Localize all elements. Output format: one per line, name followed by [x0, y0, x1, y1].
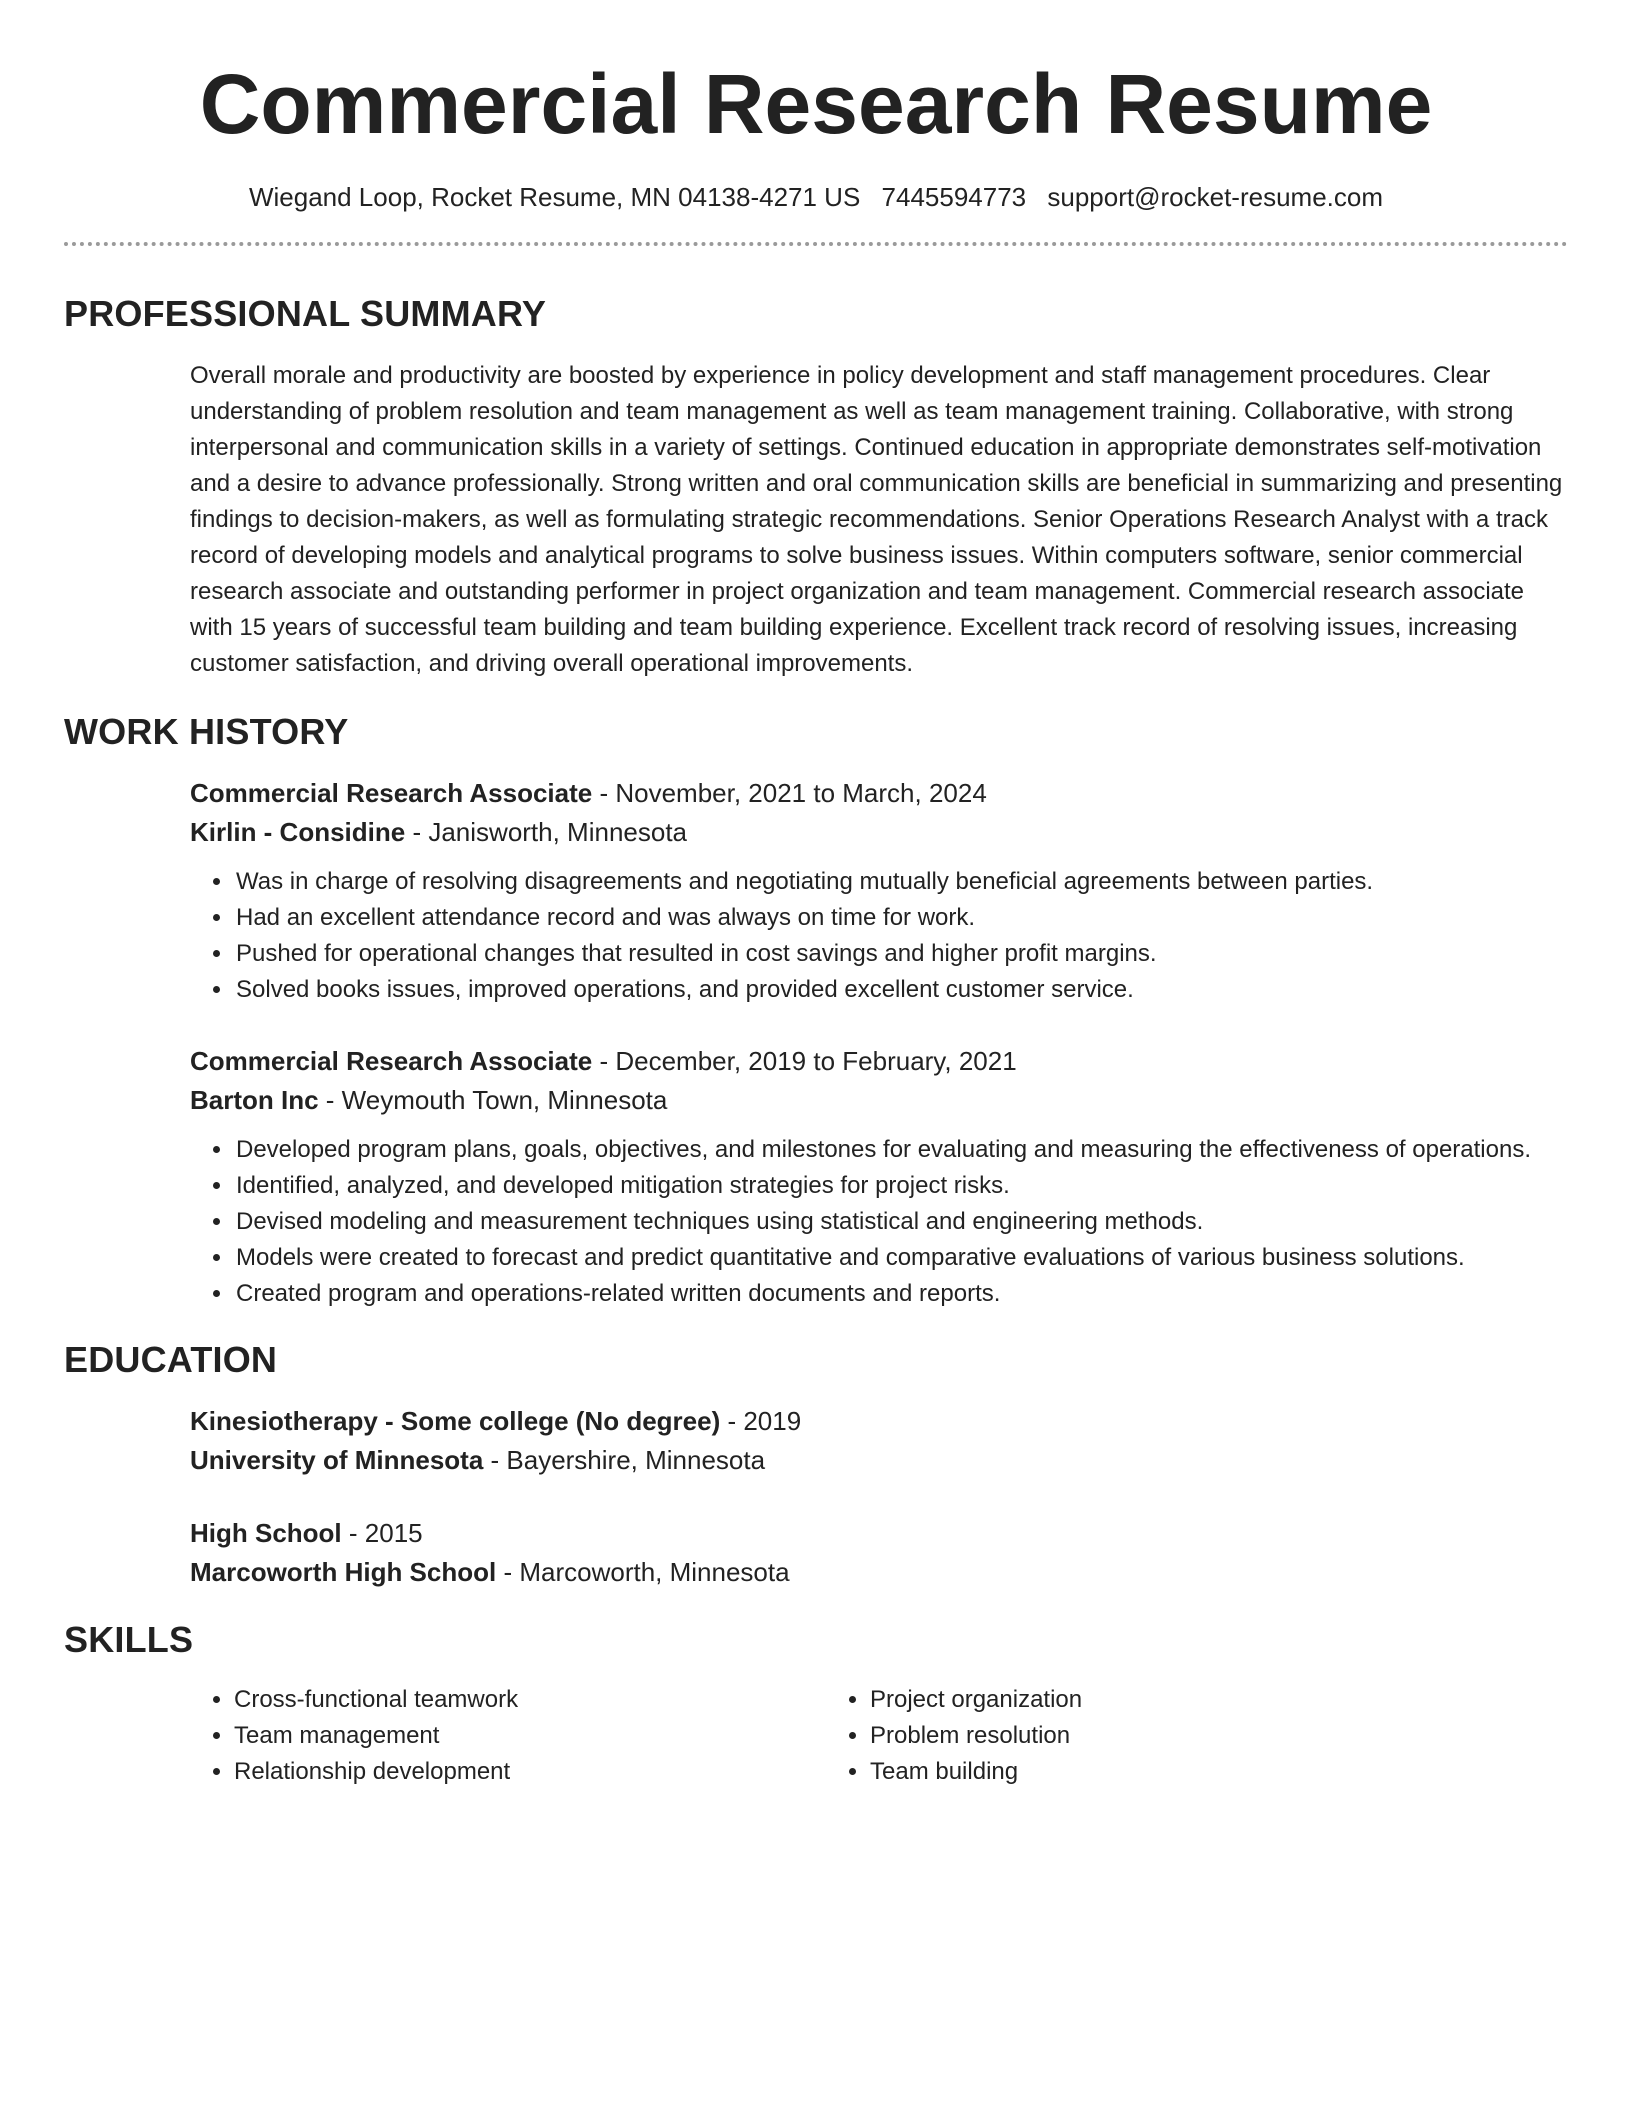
skills-columns: [190, 1682, 1568, 1790]
education-location: - Bayershire, Minnesota: [483, 1445, 766, 1475]
education-degree: Kinesiotherapy - Some college (No degree): [190, 1406, 721, 1436]
list-item: • Solved books issues, improved operations, and provided excellent customer service.: [234, 972, 1568, 1008]
education-location: - Marcoworth, Minnesota: [496, 1557, 790, 1587]
job-role: Commercial Research Associate: [190, 778, 593, 808]
contact-address: Wiegand Loop, Rocket Resume, MN 04138-4271 US: [248, 182, 861, 212]
job-bullets: [190, 1132, 1568, 1312]
summary-text: Overall morale and productivity are boosted by experience in policy development and staff management procedures. Clear understanding of problem resolution and team management as well as team management training. Collaborative, with strong interpersonal and communication skills in a variety of settings. Continued education in appropriate demonstrates self-motivation and a desire to advance professionally. Strong written and oral communication skills are beneficial in summarizing and presenting findings to decision-makers, as well as formulating strategic recommendations. Senior Operations Research Analyst with a track record of developing models and analytical programs to solve business issues. Within computers software, senior commercial research associate and outstanding performer in project organization and team management. Commercial research associate with 15 years of successful team building and team building experience. Excellent track record of resolving issues, increasing customer satisfaction, and driving overall operational improvements.: [190, 362, 1563, 677]
education-degree-line: [190, 1402, 1568, 1441]
list-item: • Problem resolution: [870, 1718, 1462, 1754]
list-item: • Developed program plans, goals, objectives, and milestones for evaluating and measuring the effectiveness of operations.: [234, 1132, 1568, 1168]
job-entry: [190, 1042, 1568, 1312]
summary-section: [64, 292, 1568, 682]
list-item: • Was in charge of resolving disagreements and negotiating mutually beneficial agreements between parties.: [234, 864, 1568, 900]
education-school-line: [190, 1553, 1568, 1592]
job-title-line: [190, 774, 1568, 813]
header-divider: [64, 242, 1568, 246]
list-item: • Had an excellent attendance record and was always on time for work.: [234, 900, 1568, 936]
education-entry: [190, 1514, 1568, 1592]
education-degree-line: [190, 1514, 1568, 1553]
job-role: Commercial Research Associate: [190, 1046, 593, 1076]
job-company: Barton Inc: [190, 1085, 319, 1115]
job-title-line: [190, 1042, 1568, 1081]
skills-section: [64, 1618, 1568, 1790]
job-bullets: [190, 864, 1568, 1008]
list-item: • Team management: [234, 1718, 826, 1754]
job-dates: - November, 2021 to March, 2024: [592, 778, 987, 808]
list-item: • Team building: [870, 1754, 1462, 1790]
education-school: Marcoworth High School: [190, 1557, 497, 1587]
education-section: [64, 1338, 1568, 1592]
contact-line: [64, 180, 1568, 214]
list-item: • Pushed for operational changes that resulted in cost savings and higher profit margins.: [234, 936, 1568, 972]
job-location: - Janisworth, Minnesota: [405, 817, 688, 847]
job-location: - Weymouth Town, Minnesota: [318, 1085, 668, 1115]
work-history-section: [64, 710, 1568, 1312]
summary-heading: PROFESSIONAL SUMMARY: [64, 293, 547, 334]
job-company-line: [190, 813, 1568, 852]
education-school-line: [190, 1441, 1568, 1480]
job-company-line: [190, 1081, 1568, 1120]
contact-email: support@rocket-resume.com: [1047, 182, 1384, 212]
contact-phone: 7445594773: [881, 182, 1027, 212]
education-degree: High School: [190, 1518, 342, 1548]
education-school: University of Minnesota: [190, 1445, 484, 1475]
job-company: Kirlin - Considine: [190, 817, 406, 847]
list-item: • Project organization: [870, 1682, 1462, 1718]
education-entry: [190, 1402, 1568, 1480]
work-history-heading: WORK HISTORY: [64, 711, 349, 752]
list-item: • Models were created to forecast and predict quantitative and comparative evaluations of various business solutions.: [234, 1240, 1568, 1276]
education-year: - 2019: [720, 1406, 802, 1436]
skills-heading: SKILLS: [64, 1619, 194, 1660]
list-item: • Relationship development: [234, 1754, 826, 1790]
skills-column-right: [826, 1682, 1462, 1790]
list-item: • Created program and operations-related written documents and reports.: [234, 1276, 1568, 1312]
skills-column-left: [190, 1682, 826, 1790]
list-item: • Cross-functional teamwork: [234, 1682, 826, 1718]
education-heading: EDUCATION: [64, 1339, 278, 1380]
job-dates: - December, 2019 to February, 2021: [592, 1046, 1017, 1076]
education-year: - 2015: [341, 1518, 423, 1548]
list-item: • Identified, analyzed, and developed mitigation strategies for project risks.: [234, 1168, 1568, 1204]
list-item: • Devised modeling and measurement techniques using statistical and engineering methods.: [234, 1204, 1568, 1240]
job-entry: [190, 774, 1568, 1008]
resume-title: Commercial Research Resume: [199, 57, 1433, 151]
